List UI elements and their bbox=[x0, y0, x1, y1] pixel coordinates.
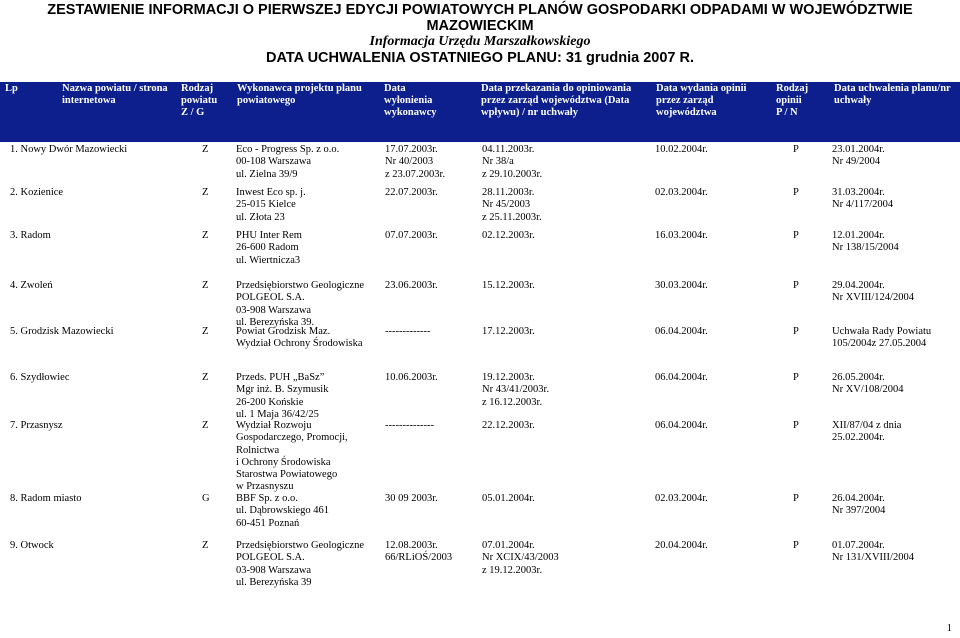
row-9-wydanie bbox=[655, 540, 708, 552]
cell-line: 07.07.2003r. bbox=[385, 230, 438, 241]
title-line-2: MAZOWIECKIM bbox=[426, 18, 534, 34]
cell-text: Z bbox=[202, 326, 209, 337]
cell-line: Eco - Progress Sp. z o.o. bbox=[236, 144, 340, 155]
cell-text: Z bbox=[202, 420, 209, 431]
title-line-3: Informacja Urzędu Marszałkowskiego bbox=[369, 34, 591, 49]
cell-line: 22.07.2003r. bbox=[385, 187, 438, 198]
cell-text: P bbox=[793, 144, 799, 155]
cell-line: 19.12.2003r. bbox=[482, 372, 535, 383]
cell-line: 28.11.2003r. bbox=[482, 187, 535, 198]
cell-line: PHU Inter Rem bbox=[236, 230, 302, 241]
cell-text: Z bbox=[202, 280, 209, 291]
cell-line: 06.04.2004r. bbox=[655, 372, 708, 383]
cell-line: 01.07.2004r. bbox=[832, 540, 885, 551]
cell-line: Wydział Ochrony Środowiska bbox=[236, 338, 363, 350]
cell-line: 29.04.2004r. bbox=[832, 280, 885, 291]
title-line-1: ZESTAWIENIE INFORMACJI O PIERWSZEJ EDYCJI POWIATOWYCH PLANÓW GOSPODARKI ODPADAMI W WOJEWÓDZTWIE bbox=[47, 2, 913, 18]
cell-line: ul. 1 Maja 36/42/25 bbox=[236, 408, 319, 420]
cell-line: BBF Sp. z o.o. bbox=[236, 493, 298, 504]
row-5-wykonawca bbox=[236, 326, 363, 351]
row-2-wylonienie bbox=[385, 187, 438, 199]
cell-line: 02.12.2003r. bbox=[482, 230, 535, 241]
row-4-wydanie bbox=[655, 280, 708, 292]
cell-line: i Ochrony Środowiska bbox=[236, 456, 331, 468]
document-title bbox=[0, 2, 960, 66]
row-1-opinia bbox=[793, 144, 799, 156]
cell-line: Nr 49/2004 bbox=[832, 156, 881, 168]
cell-line: 105/2004z 27.05.2004 bbox=[832, 338, 927, 350]
row-9-lp-name bbox=[10, 540, 54, 552]
cell-line: ul. Wiertnicza3 bbox=[236, 254, 301, 266]
cell-line: Nr XVIII/124/2004 bbox=[832, 292, 914, 304]
cell-line: -------------- bbox=[385, 420, 434, 431]
row-4-lp-name bbox=[10, 280, 53, 292]
cell-line: z 29.10.2003r. bbox=[482, 168, 543, 180]
cell-line: Nr 138/15/2004 bbox=[832, 242, 899, 254]
cell-line: Powiat Grodzisk Maz. bbox=[236, 326, 331, 337]
cell-line: POLGEOL S.A. bbox=[236, 292, 305, 304]
cell-text: 7. Przasnysz bbox=[10, 420, 63, 431]
header-lp: Lp bbox=[5, 83, 18, 94]
row-6-przekazanie bbox=[482, 372, 549, 409]
cell-line: XII/87/04 z dnia bbox=[832, 420, 902, 431]
row-6-wykonawca bbox=[236, 372, 328, 421]
header-rodzaj-opinii: Rodzaj opinii P / N bbox=[776, 83, 809, 118]
cell-line: Nr 45/2003 bbox=[482, 199, 531, 211]
cell-text: P bbox=[793, 493, 799, 504]
cell-line: z 19.12.2003r. bbox=[482, 564, 543, 576]
cell-line: 10.06.2003r. bbox=[385, 372, 438, 383]
row-4-wykonawca bbox=[236, 280, 364, 329]
cell-line: 03-908 Warszawa bbox=[236, 564, 312, 576]
row-1-type bbox=[202, 144, 208, 156]
cell-line: Nr 131/XVIII/2004 bbox=[832, 552, 914, 564]
cell-line: ul. Zielna 39/9 bbox=[236, 168, 298, 180]
row-3-lp-name bbox=[10, 230, 51, 242]
row-9-wylonienie bbox=[385, 540, 452, 565]
row-4-type bbox=[202, 280, 208, 292]
cell-line: POLGEOL S.A. bbox=[236, 552, 305, 564]
cell-text: P bbox=[793, 326, 799, 337]
row-7-uchwalenie bbox=[832, 420, 901, 445]
cell-line: ul. Berezyńska 39. bbox=[236, 316, 315, 328]
row-6-uchwalenie bbox=[832, 372, 903, 397]
cell-line: 17.12.2003r. bbox=[482, 326, 535, 337]
cell-line: ul. Dąbrowskiego 461 bbox=[236, 505, 330, 517]
header-data-wylonienia: Data wyłonienia wykonawcy bbox=[384, 83, 437, 118]
row-6-lp-name bbox=[10, 372, 70, 384]
header-rodzaj-powiatu: Rodzaj powiatu Z / G bbox=[181, 83, 218, 118]
row-9-przekazanie bbox=[482, 540, 559, 577]
cell-line: 25.02.2004r. bbox=[832, 432, 885, 444]
cell-line: ul. Złota 23 bbox=[236, 211, 285, 223]
row-6-wydanie bbox=[655, 372, 708, 384]
row-6-type bbox=[202, 372, 208, 384]
cell-line: 17.07.2003r. bbox=[385, 144, 438, 155]
cell-line: 10.02.2004r. bbox=[655, 144, 708, 155]
header-nazwa: Nazwa powiatu / strona internetowa bbox=[62, 83, 168, 106]
title-line-4: DATA UCHWALENIA OSTATNIEGO PLANU: 31 grudnia 2007 R. bbox=[265, 50, 695, 66]
cell-line: ul. Berezyńska 39 bbox=[236, 576, 312, 588]
row-9-opinia bbox=[793, 540, 799, 552]
cell-text: Z bbox=[202, 372, 209, 383]
cell-text: G bbox=[202, 493, 210, 504]
cell-line: 04.11.2003r. bbox=[482, 144, 535, 155]
cell-line: z 25.11.2003r. bbox=[482, 211, 542, 223]
cell-line: Nr XV/108/2004 bbox=[832, 384, 904, 396]
row-4-przekazanie bbox=[482, 280, 535, 292]
row-3-przekazanie bbox=[482, 230, 535, 242]
cell-text: P bbox=[793, 187, 799, 198]
row-2-uchwalenie bbox=[832, 187, 893, 212]
row-3-opinia bbox=[793, 230, 799, 242]
row-5-lp-name bbox=[10, 326, 114, 338]
row-9-type bbox=[202, 540, 208, 552]
row-4-uchwalenie bbox=[832, 280, 914, 305]
row-4-opinia bbox=[793, 280, 799, 292]
row-8-wykonawca bbox=[236, 493, 329, 530]
cell-line: Nr 40/2003 bbox=[385, 156, 434, 168]
cell-line: 66/RLiOŚ/2003 bbox=[385, 552, 453, 564]
cell-line: Inwest Eco sp. j. bbox=[236, 187, 306, 198]
row-7-wykonawca bbox=[236, 420, 348, 494]
row-7-wylonienie bbox=[385, 420, 434, 432]
table-header bbox=[0, 82, 960, 142]
row-5-uchwalenie bbox=[832, 326, 931, 351]
row-3-wydanie bbox=[655, 230, 708, 242]
row-1-uchwalenie bbox=[832, 144, 885, 169]
cell-line: 26-600 Radom bbox=[236, 242, 299, 254]
cell-line: 26-200 Końskie bbox=[236, 396, 304, 408]
cell-line: 25-015 Kielce bbox=[236, 199, 296, 211]
cell-line: Gospodarczego, Promocji, bbox=[236, 432, 348, 444]
row-5-opinia bbox=[793, 326, 799, 338]
row-5-przekazanie bbox=[482, 326, 535, 338]
cell-text: Z bbox=[202, 144, 209, 155]
cell-text: P bbox=[793, 420, 799, 431]
header-data-uchwalenia: Data uchwalenia planu/nr uchwały bbox=[834, 83, 951, 106]
row-8-lp-name bbox=[10, 493, 81, 505]
cell-line: Starostwa Powiatowego bbox=[236, 469, 338, 481]
cell-line: 60-451 Poznań bbox=[236, 517, 300, 529]
cell-line: 05.01.2004r. bbox=[482, 493, 535, 504]
cell-line: 02.03.2004r. bbox=[655, 493, 708, 504]
cell-line: 31.03.2004r. bbox=[832, 187, 885, 198]
row-2-lp-name bbox=[10, 187, 63, 199]
row-6-opinia bbox=[793, 372, 799, 384]
cell-line: Nr 38/a bbox=[482, 156, 514, 168]
cell-text: 5. Grodzisk Mazowiecki bbox=[10, 326, 114, 337]
cell-line: Mgr inż. B. Szymusik bbox=[236, 384, 329, 396]
cell-text: P bbox=[793, 372, 799, 383]
cell-line: 12.08.2003r. bbox=[385, 540, 438, 551]
row-3-wylonienie bbox=[385, 230, 438, 242]
cell-line: 06.04.2004r. bbox=[655, 420, 708, 431]
row-4-wylonienie bbox=[385, 280, 438, 292]
cell-line: 00-108 Warszawa bbox=[236, 156, 312, 168]
cell-text: 1. Nowy Dwór Mazowiecki bbox=[10, 144, 128, 155]
cell-text: P bbox=[793, 280, 799, 291]
row-7-type bbox=[202, 420, 208, 432]
cell-line: Nr 397/2004 bbox=[832, 505, 886, 517]
cell-line: Nr 4/117/2004 bbox=[832, 199, 894, 211]
header-wykonawca: Wykonawca projektu planu powiatowego bbox=[237, 83, 362, 106]
row-3-type bbox=[202, 230, 208, 242]
row-2-type bbox=[202, 187, 208, 199]
cell-line: 26.05.2004r. bbox=[832, 372, 885, 383]
row-1-wydanie bbox=[655, 144, 708, 156]
row-7-opinia bbox=[793, 420, 799, 432]
row-8-type bbox=[202, 493, 210, 505]
cell-line: z 16.12.2003r. bbox=[482, 396, 543, 408]
row-5-wydanie bbox=[655, 326, 708, 338]
cell-line: Wydział Rozwoju bbox=[236, 420, 312, 431]
cell-line: 20.04.2004r. bbox=[655, 540, 708, 551]
cell-line: Rolnictwa bbox=[236, 444, 280, 456]
row-1-lp-name bbox=[10, 144, 127, 156]
cell-line: Nr 43/41/2003r. bbox=[482, 384, 550, 396]
row-7-przekazanie bbox=[482, 420, 535, 432]
cell-text: 3. Radom bbox=[10, 230, 51, 241]
cell-line: Przedsiębiorstwo Geologiczne bbox=[236, 540, 365, 551]
cell-line: 07.01.2004r. bbox=[482, 540, 535, 551]
cell-line: Nr XCIX/43/2003 bbox=[482, 552, 559, 564]
cell-line: 16.03.2004r. bbox=[655, 230, 708, 241]
row-8-przekazanie bbox=[482, 493, 535, 505]
row-2-wydanie bbox=[655, 187, 708, 199]
row-1-przekazanie bbox=[482, 144, 542, 181]
cell-line: z 23.07.2003r. bbox=[385, 168, 446, 180]
row-1-wylonienie bbox=[385, 144, 445, 181]
row-8-wylonienie bbox=[385, 493, 438, 505]
row-9-wykonawca bbox=[236, 540, 364, 589]
cell-line: ------------- bbox=[385, 326, 431, 337]
cell-line: 03-908 Warszawa bbox=[236, 304, 312, 316]
cell-text: Z bbox=[202, 230, 209, 241]
row-7-lp-name bbox=[10, 420, 63, 432]
row-8-wydanie bbox=[655, 493, 708, 505]
cell-line: 06.04.2004r. bbox=[655, 326, 708, 337]
cell-text: P bbox=[793, 230, 799, 241]
cell-line: Przedsiębiorstwo Geologiczne bbox=[236, 280, 365, 291]
cell-line: 26.04.2004r. bbox=[832, 493, 885, 504]
row-3-uchwalenie bbox=[832, 230, 899, 255]
cell-line: 15.12.2003r. bbox=[482, 280, 535, 291]
cell-line: Przeds. PUH „BaSz” bbox=[236, 372, 325, 383]
cell-text: 8. Radom miasto bbox=[10, 493, 82, 504]
cell-line: 30 09 2003r. bbox=[385, 493, 438, 504]
row-1-wykonawca bbox=[236, 144, 339, 181]
header-data-wydania: Data wydania opinii przez zarząd województwa bbox=[656, 83, 747, 118]
cell-text: 4. Zwoleń bbox=[10, 280, 53, 291]
cell-text: Z bbox=[202, 540, 209, 551]
cell-text: 2. Kozienice bbox=[10, 187, 64, 198]
row-8-opinia bbox=[793, 493, 799, 505]
cell-line: Uchwała Rady Powiatu bbox=[832, 326, 932, 337]
cell-text: 6. Szydłowiec bbox=[10, 372, 70, 383]
row-8-uchwalenie bbox=[832, 493, 885, 518]
row-7-wydanie bbox=[655, 420, 708, 432]
cell-line: 02.03.2004r. bbox=[655, 187, 708, 198]
row-5-wylonienie bbox=[385, 326, 430, 338]
cell-line: 30.03.2004r. bbox=[655, 280, 708, 291]
cell-text: P bbox=[793, 540, 799, 551]
row-2-opinia bbox=[793, 187, 799, 199]
cell-line: 23.01.2004r. bbox=[832, 144, 885, 155]
cell-line: w Przasnyszu bbox=[236, 481, 294, 493]
row-3-wykonawca bbox=[236, 230, 302, 267]
row-2-wykonawca bbox=[236, 187, 306, 224]
cell-line: 12.01.2004r. bbox=[832, 230, 885, 241]
cell-text: Z bbox=[202, 187, 209, 198]
header-data-przekazania: Data przekazania do opiniowania przez zarząd województwa (Data wpływu) / nr uchwały bbox=[481, 83, 632, 118]
cell-text: 9. Otwock bbox=[10, 540, 54, 551]
row-6-wylonienie bbox=[385, 372, 438, 384]
row-9-uchwalenie bbox=[832, 540, 914, 565]
page-number: 1 bbox=[946, 623, 952, 634]
row-2-przekazanie bbox=[482, 187, 542, 224]
row-5-type bbox=[202, 326, 208, 338]
cell-line: 23.06.2003r. bbox=[385, 280, 438, 291]
cell-line: 22.12.2003r. bbox=[482, 420, 535, 431]
